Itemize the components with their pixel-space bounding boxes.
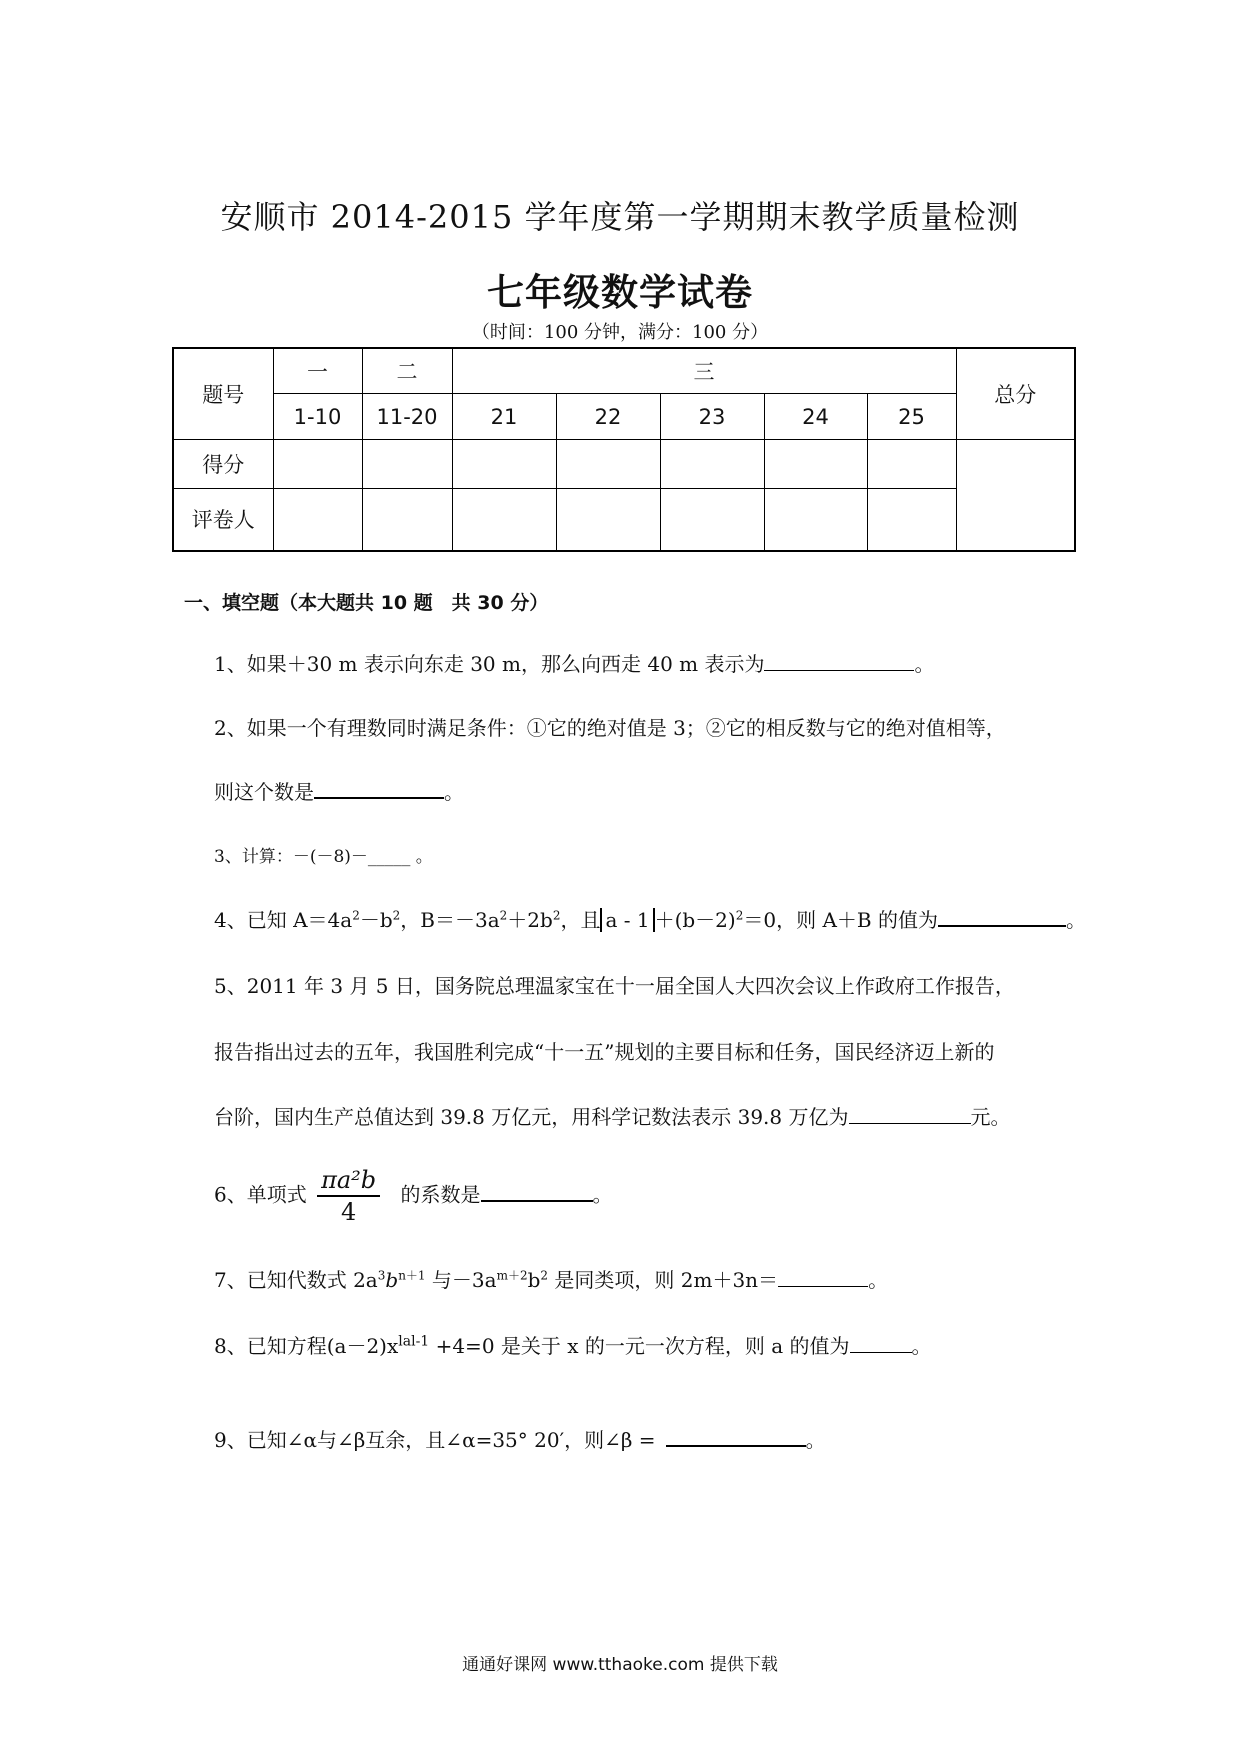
- variable: b: [527, 1268, 541, 1292]
- punctuation: 。: [911, 1334, 932, 1358]
- punctuation: 。: [444, 780, 464, 804]
- question-4-text: ，B＝－3a: [400, 908, 500, 932]
- question-4-text: ，且: [560, 908, 601, 932]
- question-8-text: 8、已知方程(a－2)x: [214, 1334, 399, 1358]
- question-23-header: 23: [660, 394, 764, 440]
- exponent: 2: [352, 908, 360, 923]
- answer-blank: [666, 1427, 806, 1447]
- section-1-header: 一: [273, 348, 362, 394]
- question-24-header: 24: [764, 394, 867, 440]
- question-3: [214, 842, 433, 867]
- question-4-text: ＋(b－2): [654, 908, 736, 932]
- grader-cell: [867, 488, 956, 551]
- answer-blank: [314, 779, 444, 799]
- question-21-header: 21: [452, 394, 556, 440]
- question-25-header: 25: [867, 394, 956, 440]
- score-cell: [660, 439, 764, 488]
- exam-subject-title: 七年级数学试卷: [487, 270, 753, 314]
- section-3-header: 三: [452, 348, 956, 394]
- exponent: 2: [540, 1268, 549, 1283]
- question-6: [214, 1165, 613, 1227]
- exponent: 2: [499, 908, 508, 923]
- punctuation: 。: [410, 847, 433, 867]
- punctuation: 。: [1065, 908, 1086, 932]
- question-4: [214, 904, 1086, 933]
- row-header-question-number: 题号: [173, 348, 273, 439]
- answer-blank: [764, 652, 914, 671]
- question-2-text: 则这个数是: [214, 780, 314, 804]
- question-22-header: 22: [556, 394, 660, 440]
- question-7-text: 与－3a: [425, 1268, 497, 1292]
- grader-cell: [452, 488, 556, 551]
- exponent: lal-1: [398, 1333, 430, 1350]
- section-2-header: 二: [362, 348, 452, 394]
- fraction-numerator: πa²b: [317, 1165, 380, 1197]
- question-7: [214, 1264, 888, 1293]
- variable: b: [385, 1268, 399, 1292]
- question-4-text: －b: [359, 908, 393, 932]
- question-2-line-2: [214, 776, 464, 805]
- score-cell: [362, 439, 452, 488]
- score-cell: [867, 439, 956, 488]
- answer-blank: [481, 1182, 593, 1202]
- total-score-header: 总分: [956, 348, 1075, 439]
- question-5-text: 台阶，国内生产总值达到 39.8 万亿元，用科学记数法表示 39.8 万亿为: [214, 1105, 849, 1129]
- question-1-text: 1、如果＋30 m 表示向东走 30 m，那么向西走 40 m 表示为: [214, 652, 765, 676]
- question-9: [214, 1424, 826, 1453]
- range-1-10: 1-10: [273, 394, 362, 440]
- exponent: 2: [392, 908, 401, 923]
- question-3-text: 3、计算：－(－8)－: [214, 847, 368, 867]
- absolute-value: a - 1: [600, 908, 654, 932]
- score-cell: [764, 439, 867, 488]
- exponent: m＋2: [496, 1268, 528, 1283]
- grader-cell: [273, 488, 362, 551]
- exponent: 2: [735, 908, 744, 923]
- question-8-text: +4=0 是关于 x 的一元一次方程，则 a 的值为: [429, 1334, 850, 1358]
- question-4-text: ＝0，则 A＋B 的值为: [743, 908, 938, 932]
- grader-cell: [556, 488, 660, 551]
- question-9-text: 9、已知∠α与∠β互余，且∠α=35° 20′，则∠β =: [214, 1428, 656, 1452]
- question-6-text: 的系数是: [400, 1182, 481, 1207]
- section-heading-fill-in: 一、填空题（本大题共 10 题 共 30 分）: [184, 592, 549, 614]
- monomial-fraction: [317, 1165, 380, 1227]
- punctuation: 。: [914, 652, 935, 676]
- score-table: [172, 347, 1076, 552]
- grader-row-label: 评卷人: [173, 488, 273, 551]
- score-cell: [452, 439, 556, 488]
- question-4-text: 4、已知 A＝4a: [214, 908, 353, 932]
- question-4-text: ＋2b: [507, 908, 553, 932]
- question-5-line-2: 报告指出过去的五年，我国胜利完成“十一五”规划的主要目标和任务，国民经济迈上新的: [214, 1040, 995, 1064]
- grader-cell: [660, 488, 764, 551]
- question-1: [214, 648, 934, 677]
- punctuation: 。: [868, 1268, 889, 1292]
- answer-blank: _____: [367, 847, 411, 867]
- exam-header-title: 安顺市 2014-2015 学年度第一学期期末教学质量检测: [220, 198, 1020, 236]
- question-5-line-1: 5、2011 年 3 月 5 日，国务院总理温家宝在十一届全国人大四次会议上作政府工作报告，: [214, 974, 1015, 998]
- exponent: 3: [377, 1268, 386, 1283]
- question-8: [214, 1330, 932, 1359]
- fraction-denominator: 4: [340, 1198, 357, 1226]
- answer-blank: [938, 907, 1066, 927]
- footer-download-note: 通通好课网 www.tthaoke.com 提供下载: [462, 1655, 778, 1675]
- punctuation: 。: [805, 1428, 826, 1452]
- answer-blank: [849, 1105, 971, 1124]
- answer-blank: [778, 1268, 868, 1287]
- question-5-line-3: [214, 1101, 1011, 1130]
- punctuation: 。: [592, 1182, 613, 1207]
- grader-cell: [764, 488, 867, 551]
- exponent: 2: [552, 908, 561, 923]
- exponent: n＋1: [398, 1268, 426, 1283]
- score-cell: [556, 439, 660, 488]
- grader-cell: [362, 488, 452, 551]
- unit: 元。: [970, 1105, 1011, 1129]
- question-7-text: 是同类项，则 2m＋3n＝: [548, 1268, 779, 1292]
- total-score-cell: [956, 439, 1075, 551]
- score-row-label: 得分: [173, 439, 273, 488]
- score-cell: [273, 439, 362, 488]
- range-11-20: 11-20: [362, 394, 452, 440]
- question-2-line-1: 2、如果一个有理数同时满足条件：①它的绝对值是 3；②它的相反数与它的绝对值相等，: [214, 716, 1006, 740]
- question-6-text: 6、单项式: [214, 1182, 307, 1207]
- answer-blank: [850, 1334, 912, 1353]
- exam-time-note: （时间：100 分钟，满分：100 分）: [471, 322, 769, 343]
- question-7-text: 7、已知代数式 2a: [214, 1268, 378, 1292]
